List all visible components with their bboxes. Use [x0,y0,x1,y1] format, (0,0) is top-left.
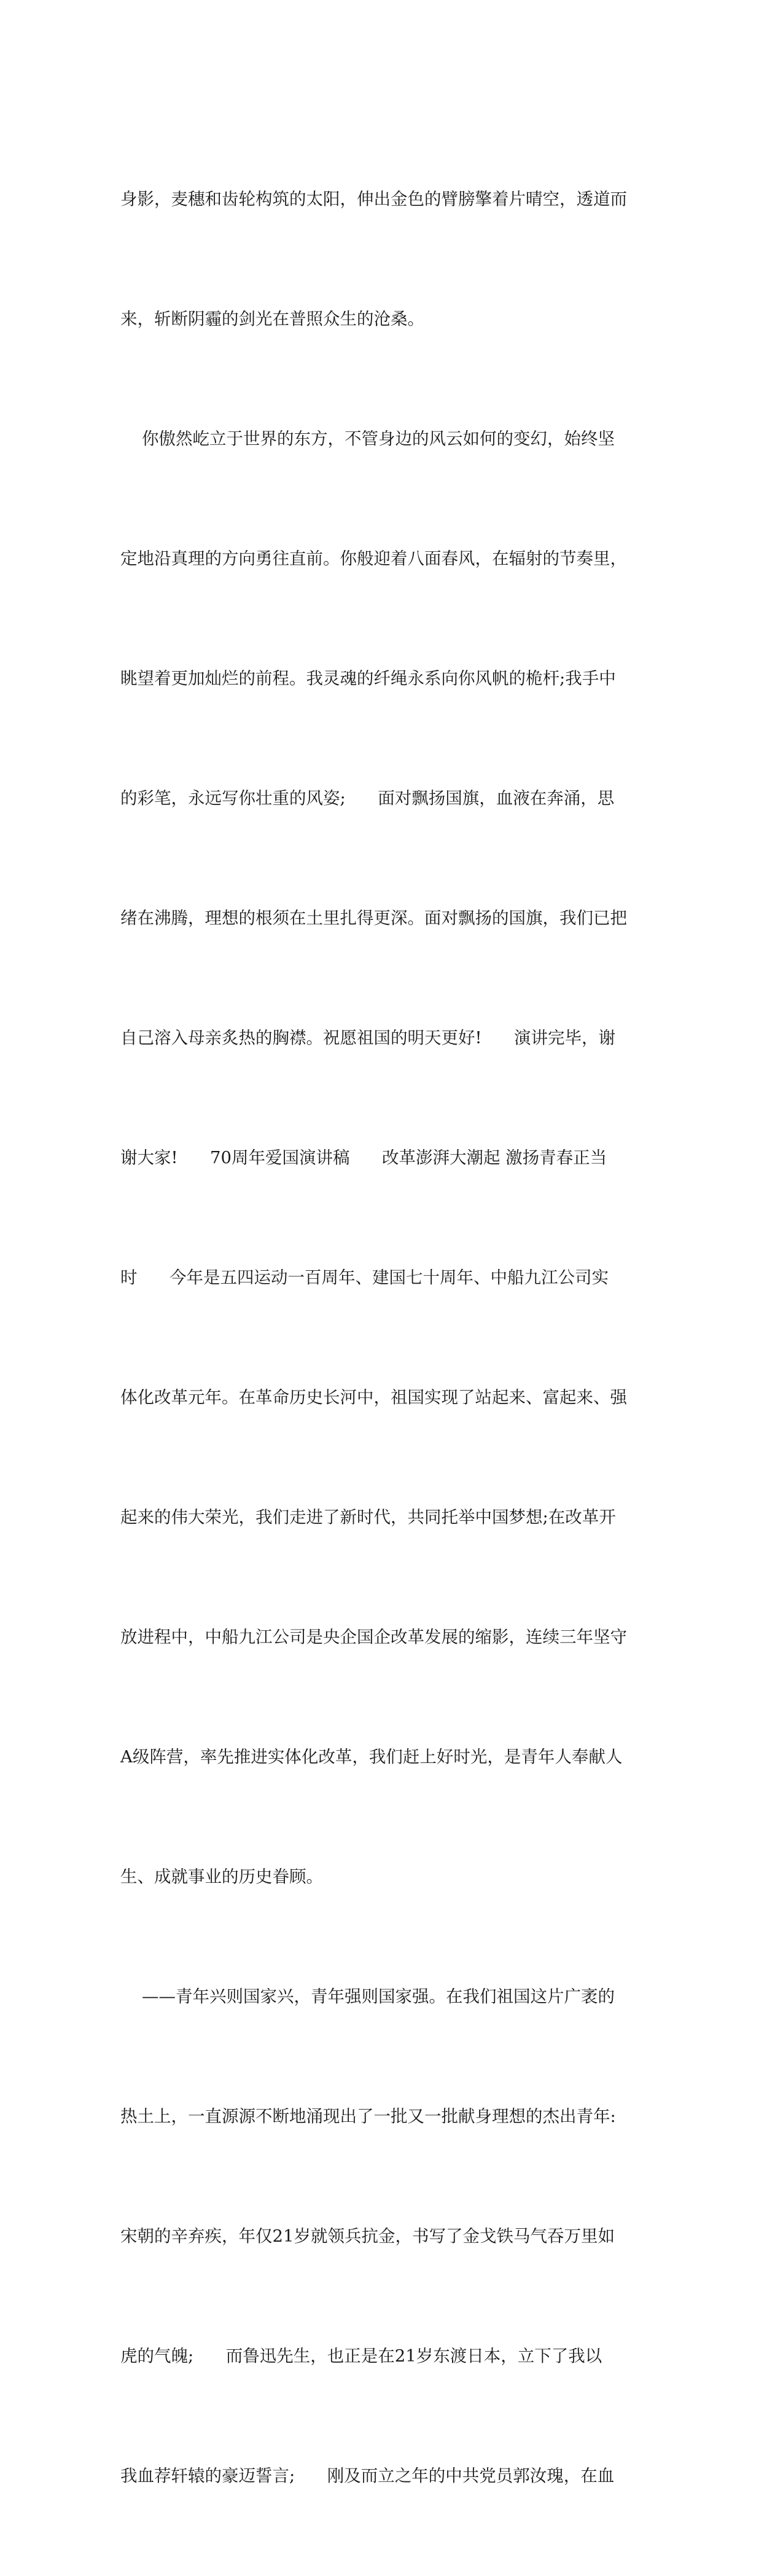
text-line: 起来的伟大荣光，我们走进了新时代，共同托举中国梦想;在改革开 [120,1507,616,1527]
text-line: 体化改革元年。在革命历史长河中，祖国实现了站起来、富起来、强 [120,1388,627,1407]
text-line: 我血荐轩辕的豪迈誓言; 刚及而立之年的中共党员郭汝瑰，在血 [120,2466,615,2486]
text-line: 热土上，一直源源不断地涌现出了一批又一批献身理想的杰出青年: [120,2107,616,2126]
text-line: A级阵营，率先推进实体化改革，我们赶上好时光，是青年人奉献人 [120,1747,623,1767]
text-line: 眺望着更加灿烂的前程。我灵魂的纤绳永系向你风帆的桅杆;我手中 [120,669,616,688]
text-line: 身影，麦穗和齿轮构筑的太阳，伸出金色的臂膀擎着片晴空，透道而 [120,189,627,209]
text-line: 时 今年是五四运动一百周年、建国七十周年、中船九江公司实 [120,1268,609,1287]
text-line: 宋朝的辛弃疾，年仅21岁就领兵抗金，书写了金戈铁马气吞万里如 [120,2226,615,2246]
text-line: 定地沿真理的方向勇往直前。你般迎着八面春风，在辐射的节奏里， [120,549,627,568]
text-line: 放进程中，中船九江公司是央企国企改革发展的缩影，连续三年坚守 [120,1627,627,1647]
text-line: 自己溶入母亲炙热的胸襟。祝愿祖国的明天更好! 演讲完毕，谢 [120,1028,615,1048]
text-line: 你傲然屹立于世界的东方，不管身边的风云如何的变幻，始终坚 [120,429,615,449]
text-line: 生、成就事业的历史眷顾。 [120,1867,323,1887]
text-line: 来，斩断阴霾的剑光在普照众生的沧桑。 [120,309,424,329]
text-line: 的彩笔，永远写你壮重的风姿; 面对飘扬国旗，血液在奔涌，思 [120,788,615,808]
text-line: ——青年兴则国家兴，青年强则国家强。在我们祖国这片广袤的 [120,1987,615,2006]
text-line: 绪在沸腾，理想的根须在土里扎得更深。面对飘扬的国旗，我们已把 [120,908,627,928]
text-line: 谢大家! 70周年爱国演讲稿 改革澎湃大潮起 激扬青春正当 [120,1148,607,1168]
text-line: 虎的气魄; 而鲁迅先生，也正是在21岁东渡日本，立下了我以 [120,2346,602,2366]
body-text [120,100,661,2576]
